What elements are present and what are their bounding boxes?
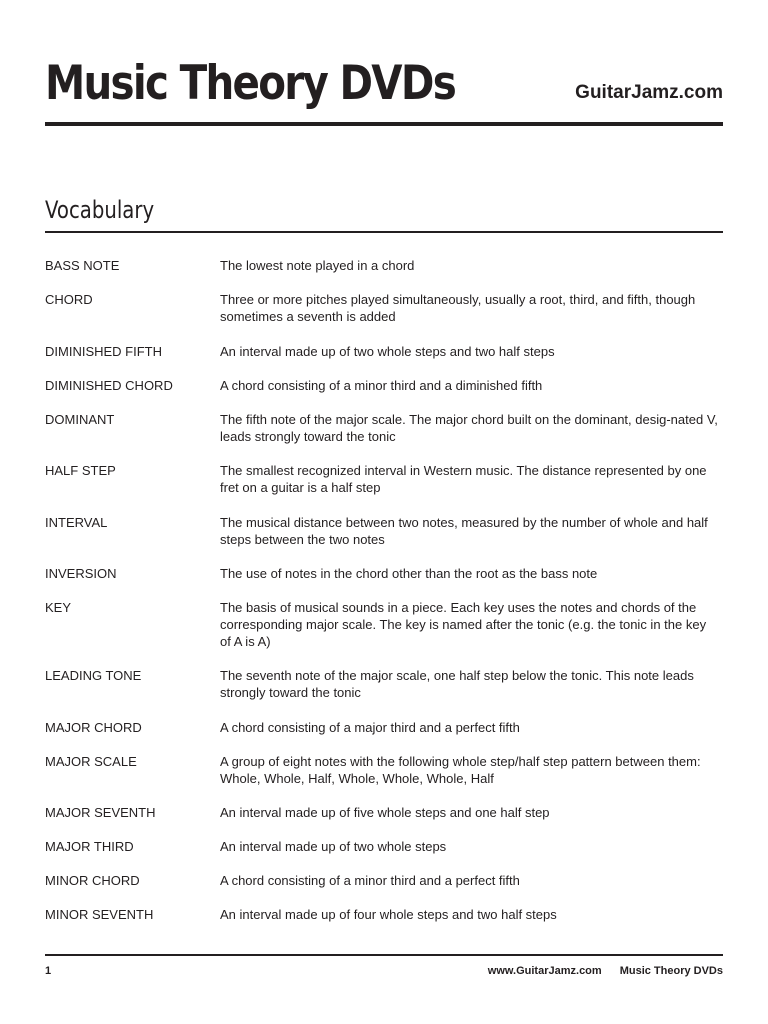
vocab-definition: A chord consisting of a minor third and a diminished fifth bbox=[220, 378, 543, 393]
vocab-term: BASS NOTE bbox=[45, 258, 120, 273]
header-divider bbox=[45, 122, 723, 126]
vocab-definition: The fifth note of the major scale. The major chord built on the dominant, desig-nated V, leads strongly toward the tonic bbox=[220, 412, 718, 444]
vocab-term: MAJOR SCALE bbox=[45, 754, 137, 769]
vocab-term: DIMINISHED CHORD bbox=[45, 378, 173, 393]
vocab-term: MINOR CHORD bbox=[45, 873, 140, 888]
footer-info bbox=[488, 965, 723, 977]
vocab-definition: An interval made up of two whole steps bbox=[220, 839, 447, 854]
page-title: Music Theory DVDs bbox=[45, 56, 456, 111]
vocab-definition: Three or more pitches played simultaneously, usually a root, third, and fifth, though sometimes a seventh is added bbox=[220, 292, 696, 324]
vocab-term: INTERVAL bbox=[45, 515, 108, 530]
vocab-term: DIMINISHED FIFTH bbox=[45, 344, 162, 359]
vocab-term: HALF STEP bbox=[45, 463, 116, 478]
vocab-definition: A chord consisting of a minor third and a perfect fifth bbox=[220, 873, 520, 888]
vocab-definition: An interval made up of four whole steps and two half steps bbox=[220, 907, 557, 922]
vocab-term: MINOR SEVENTH bbox=[45, 907, 154, 922]
vocab-term: INVERSION bbox=[45, 566, 117, 581]
footer-title: Music Theory DVDs bbox=[619, 965, 723, 977]
site-name: GuitarJamz.com bbox=[575, 82, 723, 103]
vocab-definition: The basis of musical sounds in a piece. Each key uses the notes and chords of the corresponding major scale. The key is named after the tonic (e.g. the tonic in the key of A is A) bbox=[220, 600, 707, 649]
vocab-definition: An interval made up of two whole steps and two half steps bbox=[220, 344, 555, 359]
vocab-definition: A group of eight notes with the following whole step/half step pattern between them: Whole, Whole, Half, Whole, Whole, Whole, Half bbox=[220, 754, 701, 786]
page-number: 1 bbox=[45, 965, 52, 977]
vocab-term: CHORD bbox=[45, 292, 93, 307]
vocab-term: DOMINANT bbox=[45, 412, 115, 427]
vocab-term: MAJOR CHORD bbox=[45, 720, 142, 735]
section-title: Vocabulary bbox=[45, 196, 155, 224]
footer-divider bbox=[45, 954, 723, 956]
section-divider bbox=[45, 231, 723, 233]
vocab-definition: The use of notes in the chord other than the root as the bass note bbox=[220, 566, 598, 581]
vocab-term: MAJOR SEVENTH bbox=[45, 805, 156, 820]
vocab-term: MAJOR THIRD bbox=[45, 839, 134, 854]
vocab-definition: The smallest recognized interval in Western music. The distance represented by one fret on a guitar is a half step bbox=[220, 463, 707, 495]
vocab-term: KEY bbox=[45, 600, 72, 615]
footer-url: www.GuitarJamz.com bbox=[487, 965, 602, 977]
vocab-definition: The musical distance between two notes, measured by the number of whole and half steps between the two notes bbox=[220, 515, 708, 547]
vocab-definition: The lowest note played in a chord bbox=[220, 258, 415, 273]
vocab-definition: The seventh note of the major scale, one half step below the tonic. This note leads strongly toward the tonic bbox=[220, 668, 694, 700]
page-header bbox=[45, 52, 723, 116]
vocab-term: LEADING TONE bbox=[45, 668, 142, 683]
vocab-definition: A chord consisting of a major third and a perfect fifth bbox=[220, 720, 520, 735]
vocab-definition: An interval made up of five whole steps and one half step bbox=[220, 805, 550, 820]
